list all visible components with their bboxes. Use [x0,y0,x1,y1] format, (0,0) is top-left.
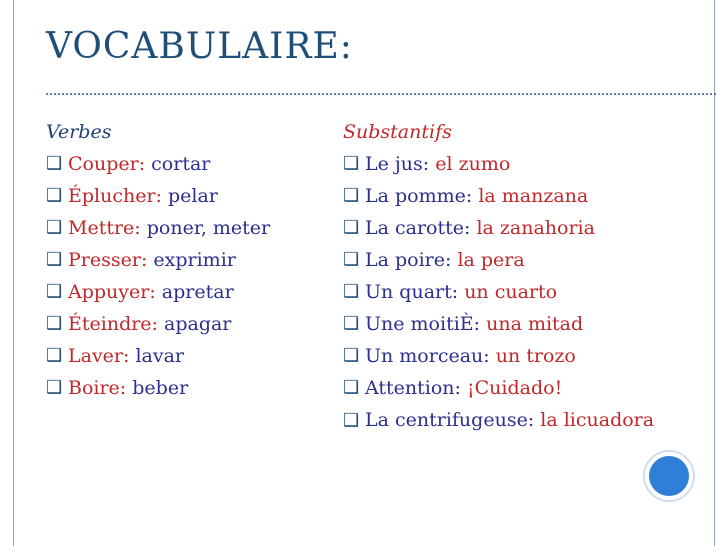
nouns-column [343,116,663,433]
left-edge-line [13,0,14,546]
spanish-term: la licuadora [540,409,655,431]
list-item [46,180,326,212]
french-term: Un quart: [365,281,459,303]
square-bullet-icon: ❑ [343,313,360,334]
spanish-term: una mitad [486,313,584,335]
square-bullet-icon: ❑ [46,281,63,302]
french-term: La pomme: [365,185,473,207]
square-bullet-icon: ❑ [343,249,360,270]
french-term: La carotte: [365,217,471,239]
square-bullet-icon: ❑ [343,281,360,302]
list-item [343,276,663,308]
square-bullet-icon: ❑ [343,410,360,431]
spanish-term: exprimir [153,249,236,271]
list-item [46,340,326,372]
spanish-term: pelar [168,185,218,207]
french-term: Presser: [68,249,148,271]
slide-title: VOCABULAIRE: [46,26,353,67]
spanish-term: un cuarto [464,281,558,303]
french-term: Le jus: [365,153,430,175]
square-bullet-icon: ❑ [46,153,63,174]
list-item [343,404,663,433]
french-term: Couper: [68,153,146,175]
french-term: Éplucher: [68,185,162,207]
list-item [343,180,663,212]
list-item [46,276,326,308]
spanish-term: la pera [457,249,525,271]
square-bullet-icon: ❑ [46,313,63,334]
spanish-term: la zanahoria [476,217,595,239]
spanish-term: cortar [151,153,211,175]
list-item [343,308,663,340]
spanish-term: ¡Cuidado! [466,377,563,399]
french-term: Attention: [365,377,461,399]
right-edge-line [714,0,715,546]
french-term: Un morceau: [365,345,490,367]
verbs-column [46,116,326,404]
nouns-heading: Substantifs [343,121,452,143]
french-term: Une moitiÈ: [365,313,481,335]
list-item [46,212,326,244]
french-term: Laver: [68,345,130,367]
list-item [343,244,663,276]
spanish-term: beber [132,377,189,399]
list-item [46,244,326,276]
french-term: La centrifugeuse: [365,409,535,431]
list-item [343,372,663,404]
verbs-list [46,148,326,404]
square-bullet-icon: ❑ [46,249,63,270]
spanish-term: el zumo [435,153,511,175]
french-term: Boire: [68,377,127,399]
nouns-list [343,148,663,433]
square-bullet-icon: ❑ [46,377,63,398]
french-term: Mettre: [68,217,141,239]
list-item [46,308,326,340]
french-term: Appuyer: [68,281,156,303]
square-bullet-icon: ❑ [343,185,360,206]
square-bullet-icon: ❑ [46,217,63,238]
decorative-circle [645,452,693,500]
spanish-term: poner, meter [146,217,271,239]
square-bullet-icon: ❑ [343,345,360,366]
square-bullet-icon: ❑ [343,153,360,174]
spanish-term: la manzana [478,185,589,207]
list-item [343,212,663,244]
square-bullet-icon: ❑ [46,185,63,206]
verbs-heading: Verbes [46,121,112,143]
spanish-term: apretar [161,281,234,303]
square-bullet-icon: ❑ [46,345,63,366]
spanish-term: apagar [164,313,232,335]
square-bullet-icon: ❑ [343,217,360,238]
french-term: La poire: [365,249,452,271]
spanish-term: lavar [135,345,185,367]
title-divider [46,93,716,95]
list-item [46,372,326,404]
spanish-term: un trozo [495,345,576,367]
list-item [46,148,326,180]
list-item [343,148,663,180]
french-term: Éteindre: [68,313,158,335]
list-item [343,340,663,372]
square-bullet-icon: ❑ [343,377,360,398]
